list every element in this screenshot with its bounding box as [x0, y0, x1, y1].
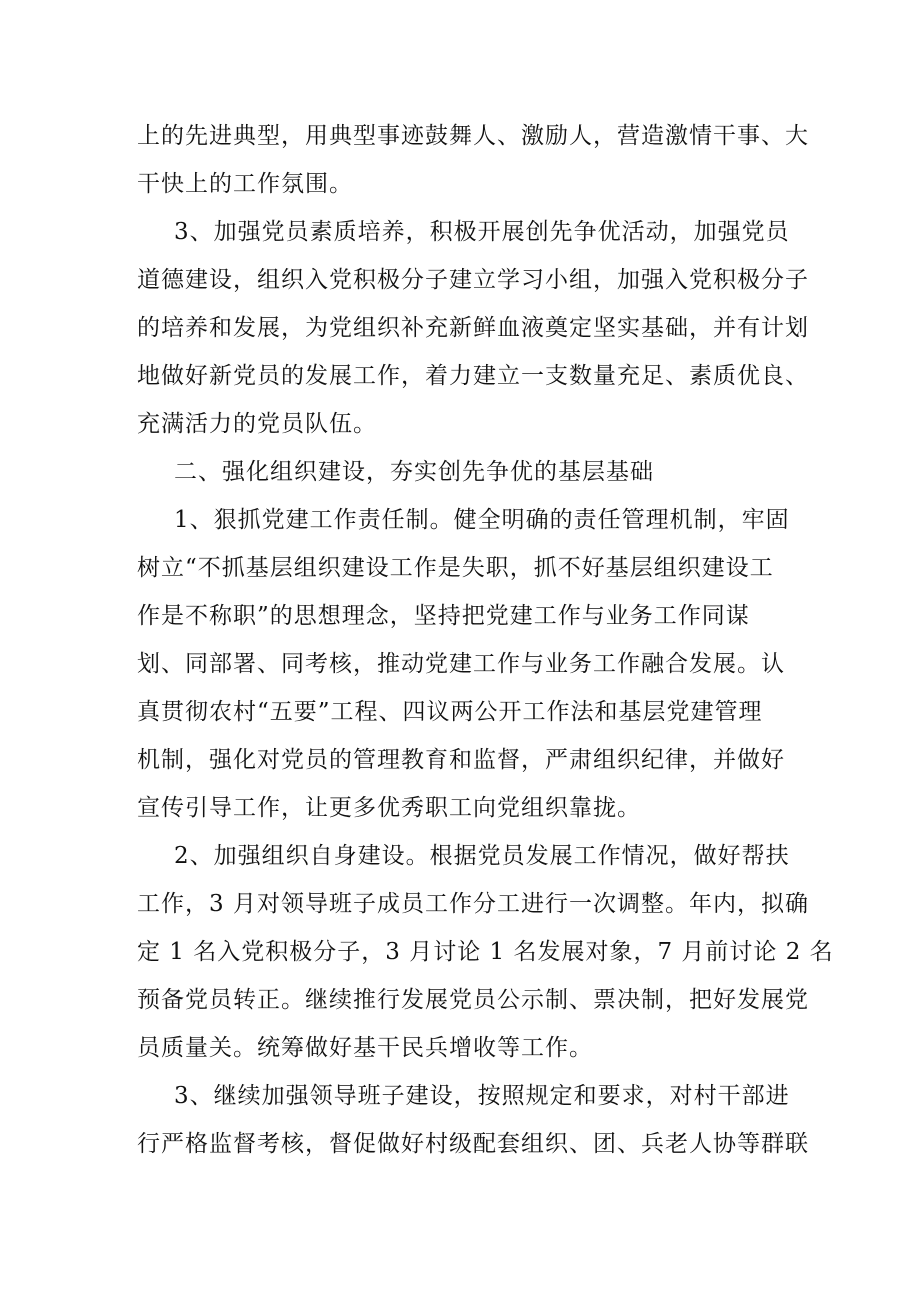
text-line: 员质量关。统筹做好基干民兵增收等工作。 [137, 1035, 593, 1061]
text-line: 3、继续加强领导班子建设，按照规定和要求，对村干部进 [174, 1083, 790, 1109]
text-line: 机制，强化对党员的管理教育和监督，严肃组织纪律，并做好 [137, 747, 785, 773]
text-line: 真贯彻农村“五要”工程、四议两公开工作法和基层党建管理 [137, 699, 763, 725]
text-line: 3、加强党员素质培养，积极开展创先争优活动，加强党员 [174, 219, 790, 245]
text-line: 上的先进典型，用典型事迹鼓舞人、激励人，营造激情干事、大 [137, 123, 809, 149]
text-line: 的培养和发展，为党组织补充新鲜血液奠定坚实基础，并有计划 [137, 315, 809, 341]
text-line: 预备党员转正。继续推行发展党员公示制、票决制，把好发展党 [137, 987, 809, 1013]
text-line: 地做好新党员的发展工作，着力建立一支数量充足、素质优良、 [137, 363, 809, 389]
text-line: 定 1 名入党积极分子，3 月讨论 1 名发展对象，7 月前讨论 2 名 [137, 939, 834, 965]
text-line: 树立“不抓基层组织建设工作是失职，抓不好基层组织建设工 [137, 555, 774, 581]
text-line: 道德建设，组织入党积极分子建立学习小组，加强入党积极分子 [137, 267, 809, 293]
text-line: 工作，3 月对领导班子成员工作分工进行一次调整。年内，拟确 [137, 891, 809, 917]
text-line: 宣传引导工作，让更多优秀职工向党组织靠拢。 [137, 795, 641, 821]
text-line: 2、加强组织自身建设。根据党员发展工作情况，做好帮扶 [174, 843, 790, 869]
text-line: 划、同部署、同考核，推动党建工作与业务工作融合发展。认 [137, 651, 785, 677]
text-line: 1、狠抓党建工作责任制。健全明确的责任管理机制，牢固 [174, 507, 790, 533]
text-line: 作是不称职”的思想理念，坚持把党建工作与业务工作同谋 [137, 603, 750, 629]
section-heading: 二、强化组织建设，夯实创先争优的基层基础 [174, 459, 654, 485]
text-line: 充满活力的党员队伍。 [137, 411, 377, 437]
text-line: 干快上的工作氛围。 [137, 171, 353, 197]
text-line: 行严格监督考核，督促做好村级配套组织、团、兵老人协等群联 [137, 1131, 809, 1157]
